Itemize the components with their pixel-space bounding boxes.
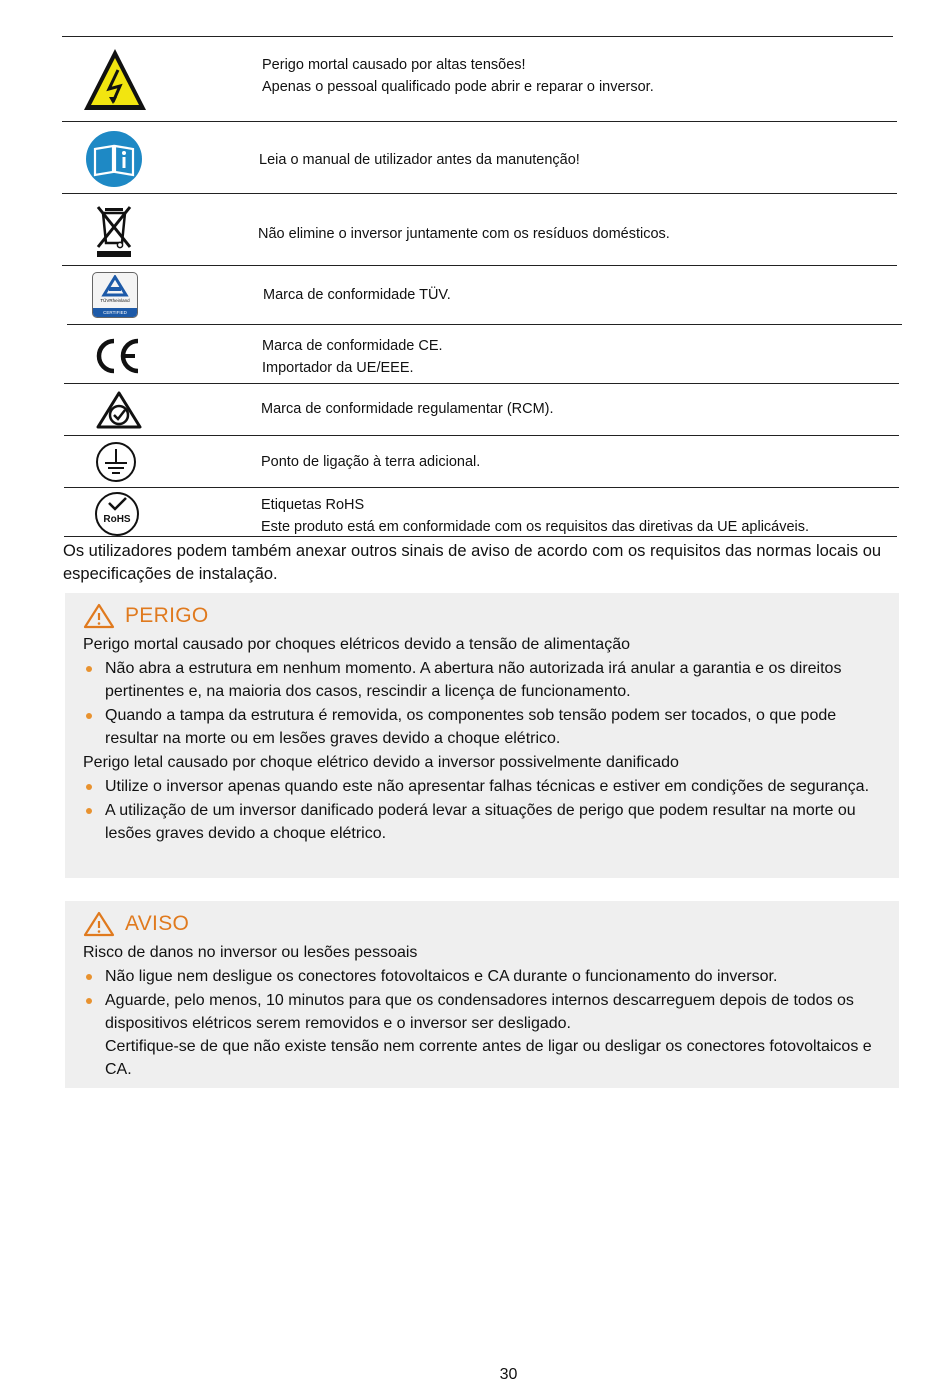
table-rule [62,121,897,122]
danger-subheading: Perigo mortal causado por choques elétricos devido a tensão de alimentação [83,636,630,653]
page-number: 30 [499,1366,518,1383]
table-rule [62,36,893,37]
danger-title: PERIGO [125,604,209,627]
table-rule [62,265,897,266]
list-item: Quando a tampa da estrutura é removida, os componentes sob tensão podem ser tocados, o que pode resultar na morte ou em lesões graves devido a choque elétrico. [83,704,883,750]
warning-title: AVISO [125,912,190,935]
warning-list [83,965,883,1081]
symbol-description: Marca de conformidade TÜV. [263,287,451,303]
rohs-label-icon [94,491,140,537]
intro-paragraph: Os utilizadores podem também anexar outros sinais de aviso de acordo com os requisitos das normas locais ou especificações de instalação. [63,542,882,583]
warning-triangle-icon [83,911,115,937]
tuv-mark-icon [90,270,140,320]
danger-subheading: Perigo letal causado por choque elétrico devido a inversor possivelmente danificado [83,754,679,771]
symbol-description: Não elimine o inversor juntamente com os resíduos domésticos. [258,226,670,242]
tuv-mark-text: TÜVRheinland [100,298,130,303]
symbol-description: Perigo mortal causado por altas tensões! Apenas o pessoal qualificado pode abrir e reparar o inversor. [262,57,654,95]
danger-box [65,593,899,878]
ground-symbol-icon [94,440,138,484]
table-rule [67,324,902,325]
warning-subheading: Risco de danos no inversor ou lesões pessoais [83,944,418,961]
high-voltage-warning-icon [80,44,150,114]
read-manual-icon [84,129,144,189]
warning-triangle-icon [83,603,115,629]
table-rule [64,487,899,488]
list-item: Utilize o inversor apenas quando este não apresentar falhas técnicas e estiver em condições de segurança. [83,775,883,798]
table-rule [64,536,897,537]
rohs-label-text: RoHS [103,514,131,525]
table-rule [64,383,899,384]
warning-header [83,909,883,939]
list-item-text: Aguarde, pelo menos, 10 minutos para que os condensadores internos descarreguem depois de todos os dispositivos elétricos serem removidos e o inversor ser desligado. [105,992,854,1032]
ce-mark-icon [90,334,144,378]
list-item [83,989,883,1081]
danger-list [83,775,883,845]
list-item: A utilização de um inversor danificado poderá levar a situações de perigo que podem resultar na morte ou lesões graves devido a choque elétrico. [83,799,883,845]
table-rule [64,435,899,436]
warning-box [65,901,899,1088]
list-item: Não ligue nem desligue os conectores fotovoltaicos e CA durante o funcionamento do inversor. [83,965,883,988]
rcm-mark-icon [92,388,146,432]
symbol-description: Marca de conformidade CE. Importador da UE/EEE. [262,338,443,376]
crossed-out-bin-icon [92,203,136,259]
symbol-description: Marca de conformidade regulamentar (RCM). [261,401,554,417]
symbols-table [0,0,950,540]
danger-header [83,601,883,631]
list-item: Não abra a estrutura em nenhum momento. A abertura não autorizada irá anular a garantia e os direitos pertinentes e, na maioria dos casos, rescindir a licença de funcionamento. [83,657,883,703]
symbol-description: Ponto de ligação à terra adicional. [261,454,481,470]
table-rule [62,193,897,194]
danger-list [83,657,883,750]
symbol-description: Etiquetas RoHS Este produto está em conformidade com os requisitos das diretivas da UE aplicáveis. [261,497,810,535]
tuv-mark-certified: CERTIFIED [93,308,137,317]
symbol-description: Leia o manual de utilizador antes da manutenção! [259,152,580,168]
list-item-extra: Certifique-se de que não existe tensão nem corrente antes de ligar ou desligar os conectores fotovoltaicos e CA. [105,1038,872,1078]
